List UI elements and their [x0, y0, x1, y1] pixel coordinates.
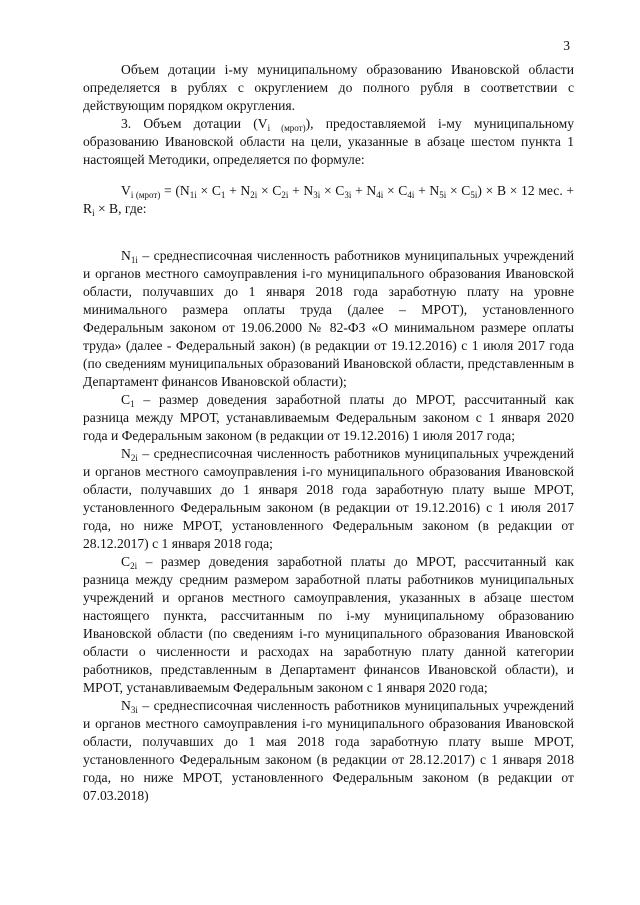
paragraph-text: ), предоставляемой i-му муниципальному образованию Ивановской области на цели, указанные в абзаце шестом пункта 1 настоящей Методики, определяется по формуле:	[83, 116, 574, 167]
definition-symbol: C	[121, 554, 131, 569]
definition-text: – среднесписочная численность работников муниципальных учреждений и органов местного самоуправления i-го муниципального образования Ивановской области, получавших до 1 мая 2018 года заработную плату выше МРОТ, установленного Федеральным законом (в редакции от 28.12.2017) с 1 января 2018 года, но ниже МРОТ, установленного Федеральным законом (в редакции от 07.03.2018)	[83, 698, 574, 803]
paragraph-subsidy-rounding: Объем дотации i-му муниципальному образованию Ивановской области определяется в рублях с округлением до полного рубля в соответствии с действующим порядком округления.	[83, 62, 574, 113]
paragraph-subsidy-volume-definition	[83, 115, 574, 169]
formula-subscript: i	[92, 208, 95, 218]
definition-subscript: 3i	[130, 705, 138, 715]
definition-symbol: N	[121, 248, 131, 263]
definition-subscript: 1i	[130, 255, 138, 265]
definition-c1	[83, 391, 574, 445]
definition-text: – размер доведения заработной платы до МРОТ, рассчитанный как разница между МРОТ, устанавливаемым Федеральным законом с 1 января 2020 года и Федеральным законом (в редакции от 19.12.2016) 1 июля 2017 года;	[83, 392, 574, 443]
formula-part: × B, где:	[94, 201, 147, 216]
formula-part: × C	[383, 183, 408, 198]
page-number: 3	[563, 38, 570, 53]
formula-part: + N	[288, 183, 314, 198]
formula-part: × C	[257, 183, 282, 198]
formula-subscript: 3i	[344, 190, 352, 200]
formula	[83, 182, 574, 218]
subscript: i (мрот)	[267, 123, 306, 133]
formula-part: + N	[351, 183, 377, 198]
definition-subscript: 2i	[130, 561, 138, 571]
formula-subscript: 1i	[189, 190, 197, 200]
definition-n1	[83, 247, 574, 391]
formula-part: = (N	[160, 183, 190, 198]
definition-subscript: 2i	[130, 453, 138, 463]
formula-subscript: 5i	[439, 190, 447, 200]
definition-symbol: N	[121, 698, 131, 713]
formula-subscript: 5i	[470, 190, 478, 200]
formula-part: ) × B × 12 мес. + R	[83, 183, 575, 216]
formula-subscript: 3i	[313, 190, 321, 200]
formula-part: + N	[225, 183, 251, 198]
definition-subscript: 1	[130, 399, 135, 409]
definition-symbol: C	[121, 392, 131, 407]
formula-subscript: 4i	[407, 190, 415, 200]
definition-c2	[83, 553, 574, 697]
definition-symbol: N	[121, 446, 131, 461]
formula-subscript: 2i	[281, 190, 289, 200]
formula-part: + N	[414, 183, 440, 198]
paragraph-text: 3. Объем дотации (V	[121, 116, 268, 131]
formula-subscript: 1	[220, 190, 226, 200]
document-body	[83, 61, 574, 805]
definition-text: – размер доведения заработной платы до МРОТ, рассчитанный как разница между средним размером заработной платы работников муниципальных учреждений и органов местного самоуправления, указанных в абзаце шестом настоящего пункта, рассчитанным по i-му муниципальному образованию Ивановской области (по сведениям i-го муниципального образования Ивановской области о численности и расходах на заработную плату данной категории работников, представленным в Департамент финансов Ивановской области), и МРОТ, устанавливаемым Федеральным законом с 1 января 2020 года;	[83, 554, 574, 695]
definition-text: – среднесписочная численность работников муниципальных учреждений и органов местного самоуправления i-го муниципального образования Ивановской области, получавших до 1 января 2018 года заработную плату на уровне минимального размера оплаты труда (далее – МРОТ), установленного Федеральным законом от 19.06.2000 № 82-ФЗ «О минимальном размере оплаты труда» (далее - Федеральный закон) (в редакции от 19.12.2016) с 1 июля 2017 года (по сведениям муниципальных образований Ивановской области, представленным в Департамент финансов Ивановской области);	[83, 248, 574, 389]
formula-part: × C	[196, 183, 221, 198]
formula-subscript: 4i	[376, 190, 384, 200]
definition-text: – среднесписочная численность работников муниципальных учреждений и органов местного самоуправления i-го муниципального образования Ивановской области, получавших до 1 января 2018 года заработную плату выше МРОТ, установленного Федеральным законом (в редакции от 19.12.2016) с 1 июля 2017 года, но ниже МРОТ, установленного Федеральным законом (в редакции от 28.12.2017) с 1 января 2018 года;	[83, 446, 574, 551]
formula-subscript: i (мрот)	[130, 190, 161, 200]
definition-n3	[83, 697, 574, 805]
formula-part: × C	[446, 183, 471, 198]
definition-n2	[83, 445, 574, 553]
formula-part: × C	[320, 183, 345, 198]
formula-symbol: V	[121, 183, 131, 198]
formula-subscript: 2i	[250, 190, 258, 200]
